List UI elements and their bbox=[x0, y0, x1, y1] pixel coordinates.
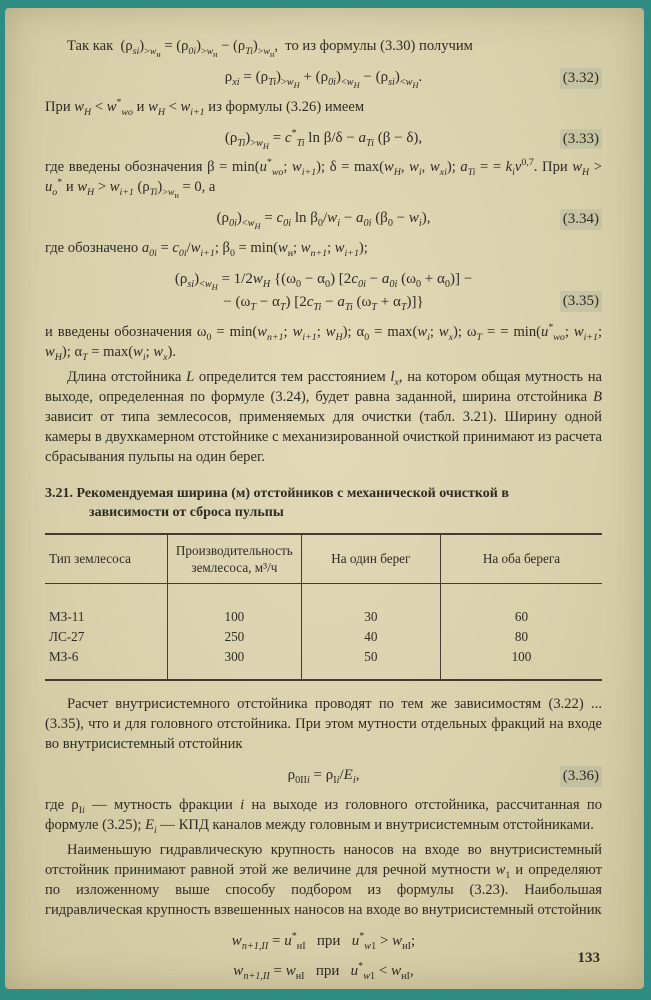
equation-3-34 bbox=[45, 208, 602, 232]
equation-3-35 bbox=[45, 269, 602, 313]
table-title: 3.21. Рекомендуемая ширина (м) отстойников с механической очисткой в зависимости от сброса пульпы bbox=[45, 485, 509, 521]
table-cell: МЗ-6 bbox=[49, 648, 79, 664]
equation-3-33 bbox=[45, 128, 602, 149]
equation-number: (3.36) bbox=[560, 766, 602, 787]
equation-3-36 bbox=[45, 765, 602, 786]
table-cell: 60 bbox=[440, 584, 602, 627]
paragraph-condition-1: При $w_H < w^*_{wo}$ и $w_H < w_{i+1}$ из формулы (3.26) имеем bbox=[45, 96, 365, 118]
table-row bbox=[45, 647, 602, 681]
table-cell: 250 bbox=[168, 627, 302, 647]
table-header-one-bank: На один берег bbox=[301, 534, 440, 584]
table-cell: 30 bbox=[301, 584, 440, 627]
table-cell: МЗ-11 bbox=[49, 609, 85, 625]
table-header-dredger-type: Тип землесоса bbox=[45, 534, 168, 584]
equation-number: (3.35) bbox=[560, 291, 602, 312]
table-cell: 80 bbox=[440, 627, 602, 647]
equation-line-1: $(\rho_{si})_{<w_H} = 1/2w_H$ {$(\omega_0 - \alpha_0) [2c_{0i} - a_{0i}$ $(\omega_0 + \alpha_0)$] − bbox=[174, 270, 473, 292]
book-page bbox=[5, 8, 644, 989]
equation-number: (3.33) bbox=[560, 129, 602, 150]
paragraph-hydraulic-size: Наименьшую гидравлическую крупность наносов на входе во внутрисистемный отстойник принимают равной этой же величине для речной мутности $w_1$ и определяют по изложенному выше способу подбором из формулы (3.23). Наибольшая гидравлическая крупность взвешенных наносов на входе во внутрисистемный отстойник bbox=[45, 841, 602, 918]
table-cell: ЛС-27 bbox=[49, 628, 85, 644]
table-header-capacity: Производительность землесоса, м³/ч bbox=[168, 534, 302, 584]
table-cell: 40 bbox=[301, 627, 440, 647]
table-row bbox=[45, 584, 602, 627]
table-header-both-banks: На оба берега bbox=[440, 534, 602, 584]
table-cell: 50 bbox=[301, 647, 440, 681]
equation-body: $w_{n+1,II} = w_{нI}$ при $u^*_{w1} < w_{нI}$, bbox=[233, 961, 414, 983]
paragraph-where-3-36: где $\rho_{Ii}$ — мутность фракции i на выходе из головного отстойника, рассчитанная по формуле (3.25); $E_i$ — КПД каналов между головным и внутрисистемным отстойниками. bbox=[45, 796, 602, 836]
table-3-21 bbox=[45, 533, 602, 682]
table-cell: 300 bbox=[168, 647, 302, 681]
paragraph-settler-length: Длина отстойника L определится тем расстоянием $l_x$, на котором общая мутность на выходе, определенная по формуле (3.24), будет равна заданной, ширина отстойника B зависит от типа землесосов, применяемых для очистки (табл. 3.21). Ширину одной камеры в двухкамерном отстойнике с механизированной очисткой принимают из расчета сбрасывания пульпы на один берег. bbox=[45, 368, 603, 465]
equation-3-32 bbox=[45, 67, 602, 91]
page-content bbox=[5, 8, 644, 989]
equation-number: (3.32) bbox=[560, 68, 602, 89]
equation-w-condition-1 bbox=[45, 931, 602, 952]
equation-body: $\rho_{0IIi} = \rho_{Ii}/E_i$, bbox=[287, 767, 360, 787]
paragraph-notation-3: и введены обозначения $\omega_0 = \min(w_{n+1}$; $w_{i+1}$; $w_H$); $\alpha_0 = \max(w_i$; $w_x$); $\omega_T$ = = $\min(u^*_{wo}$; $w_{i+1}$; $w_H$); $\alpha_T = \max(w_i$; $w_x$). bbox=[45, 321, 603, 363]
page-number: 133 bbox=[577, 950, 600, 966]
equation-line-2: − $(\omega_T - \alpha_T) [2c_{Ti} - a_{Ti}$ $(\omega_T + \alpha_T)$]} bbox=[223, 294, 424, 314]
equation-body: $(\rho_{Ti})_{>w_H} = c^*_{Ti}$ $\ln \beta/\delta - a_{Ti}$ (β − δ), bbox=[224, 127, 423, 151]
table-row bbox=[45, 627, 602, 647]
equation-body: $w_{n+1,II} = u^*_{нI}$ при $u^*_{w1} > w_{нI}$; bbox=[231, 930, 416, 952]
equation-body: $(\rho_{0i})_{<w_H} = c_{0i}$ $\ln \beta_0/w_i - a_{0i}$ $(\beta_0 - w_i)$, bbox=[216, 210, 431, 232]
paragraph-notation-2: где обозначено $a_{0i} = c_{0i}/w_{i+1}$; $\beta_0 = \min(w_н$; $w_{n+1}$; $w_{i+1}$); bbox=[45, 239, 368, 259]
table-cell: 100 bbox=[440, 647, 602, 681]
equation-number: (3.34) bbox=[560, 209, 602, 230]
equation-body: $\rho_{xi} = (\rho_{Ti})_{>w_H} + (\rho_{0i})_{<w_H} - (\rho_{si})_{<w_H}$. bbox=[224, 68, 423, 91]
paragraph-notation-1: где введены обозначения $\beta = \min(u^*_{wo}$; $w_{i+1}$); $\delta = \max(w_H$, $w_i$, $w_{xi}$); $a_{Ti}$ = = $k_iv^{0,7}$. При $w_H > u_o^*$ и $w_H > w_{i+1}$ $(\rho_{Ti})_{>w_н} = 0$, а bbox=[45, 157, 603, 200]
table-cell: 100 bbox=[168, 584, 302, 627]
paragraph-intro: Так как $(\rho_{si})_{>w_н} = (\rho_{0i})_{>w_н} - (\rho_{Ti})_{>w_н}$, то из формулы (3.30) получим bbox=[67, 38, 473, 59]
table-header-row bbox=[45, 534, 602, 584]
paragraph-internal-settler: Расчет внутрисистемного отстойника проводят по тем же зависимостям (3.22) ... (3.35), что и для головного отстойника. При этом мутности отдельных фракций на входе во внутрисистемный отстойник bbox=[45, 696, 602, 753]
equation-w-condition-2 bbox=[45, 961, 602, 982]
